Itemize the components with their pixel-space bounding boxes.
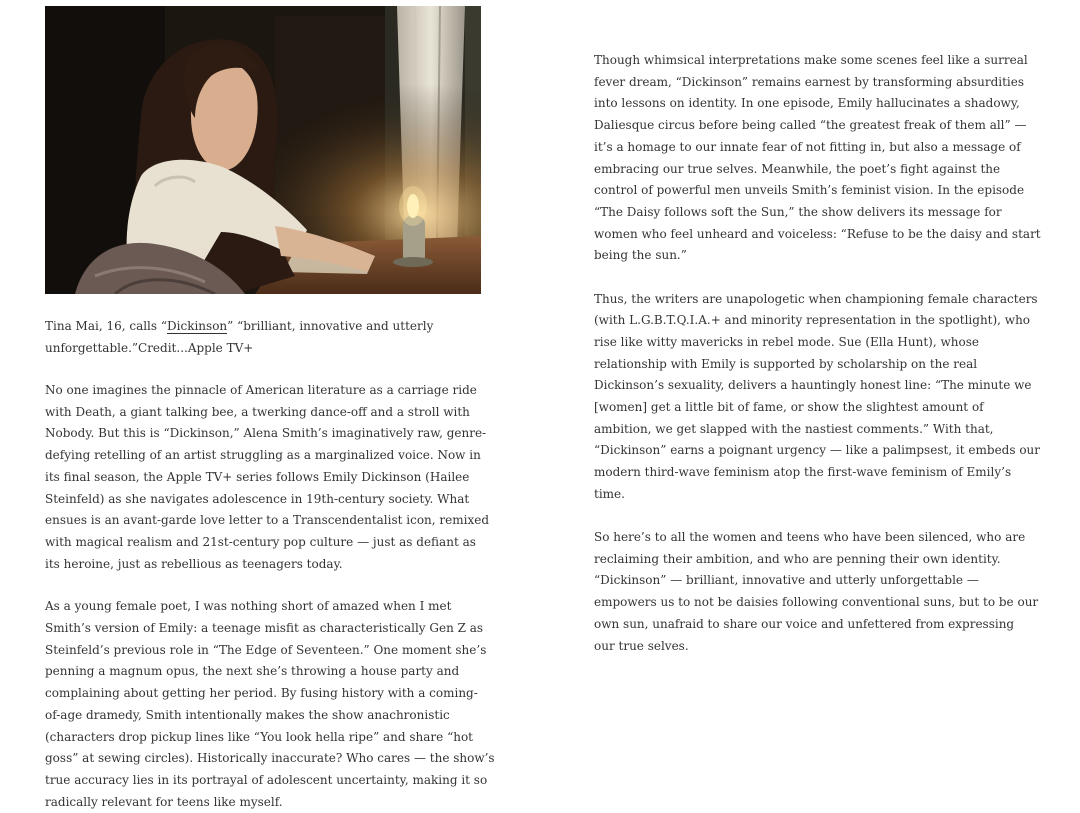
text-line: “Dickinson” — brilliant, innovative and utterly unforgettable — <box>594 573 979 588</box>
text-line: women who feel unheard and voiceless: “Refuse to be the daisy and start <box>594 226 1041 241</box>
left-paragraph-2 <box>45 596 495 813</box>
right-paragraph-2 <box>594 289 1049 506</box>
text-line: So here’s to all the women and teens who have been silenced, who are <box>594 530 1026 545</box>
article-photo <box>45 6 481 294</box>
caption-prefix: Tina Mai, 16, calls “ <box>45 319 168 333</box>
text-line: own sun, unafraid to share our voice and unfettered from expressing <box>594 616 1015 631</box>
text-line: relationship with Emily is supported by scholarship on the real <box>594 356 978 371</box>
text-line: with Death, a giant talking bee, a twerking dance-off and a stroll with <box>45 404 470 419</box>
left-column <box>45 6 495 813</box>
right-paragraph-3 <box>594 527 1049 657</box>
text-line: control of powerful men unveils Smith’s feminist vision. In the episode <box>594 183 1025 198</box>
text-line: modern third-wave feminism atop the first-wave feminism of Emily’s <box>594 465 1012 480</box>
right-paragraph-1 <box>594 50 1049 267</box>
text-line: (with L.G.B.T.Q.I.A.+ and minority representation in the spotlight), who <box>594 313 1031 328</box>
text-line: it’s a homage to our innate fear of not fitting in, but also a message of <box>594 139 1021 154</box>
text-line: “The Daisy follows soft the Sun,” the show delivers its message for <box>594 204 1002 219</box>
caption-line-2: unforgettable.”Credit...Apple TV+ <box>45 340 254 355</box>
text-line: ensues is an avant-garde love letter to a Transcendentalist icon, remixed <box>45 513 490 528</box>
text-line: fever dream, “Dickinson” remains earnest by transforming absurdities <box>594 74 1025 89</box>
text-line: its final season, the Apple TV+ series follows Emily Dickinson (Hailee <box>45 469 470 484</box>
text-line: Steinfeld) as she navigates adolescence in 19th-century society. What <box>45 491 470 506</box>
right-column <box>594 50 1049 657</box>
text-line: radically relevant for teens like myself. <box>45 794 283 809</box>
dickinson-link[interactable]: Dickinson <box>167 319 228 333</box>
text-line: reclaiming their ambition, and who are penning their own identity. <box>594 551 1001 566</box>
text-line: “Dickinson” earns a poignant urgency — like a palimpsest, it embeds our <box>594 443 1041 458</box>
text-line: true accuracy lies in its portrayal of adolescent uncertainty, making it so <box>45 772 488 787</box>
text-line: goss” at sewing circles). Historically inaccurate? Who cares — the show’s <box>45 751 495 766</box>
text-line: rise like witty mavericks in rebel mode. Sue (Ella Hunt), whose <box>594 334 979 349</box>
caption-suffix: ” “brilliant, innovative and utterly <box>227 319 434 333</box>
text-line: Though whimsical interpretations make some scenes feel like a surreal <box>594 53 1028 67</box>
text-line: Thus, the writers are unapologetic when championing female characters <box>594 291 1038 306</box>
text-line: penning a magnum opus, the next she’s throwing a house party and <box>45 664 460 679</box>
text-line: defying retelling of an artist struggling as a marginalized voice. Now in <box>45 448 481 463</box>
text-line: Nobody. But this is “Dickinson,” Alena Smith’s imaginatively raw, genre- <box>45 426 487 441</box>
text-line: our true selves. <box>594 638 689 653</box>
photo-caption <box>45 316 485 359</box>
text-line: ambition, we get slapped with the nastiest comments.” With that, <box>594 421 994 436</box>
text-line: its heroine, just as rebellious as teenagers today. <box>45 556 343 571</box>
text-line: Daliesque circus before being called “the greatest freak of them all” — <box>594 118 1027 133</box>
caption-line-1 <box>45 316 485 338</box>
text-line: empowers us to not be daisies following conventional suns, but to be our <box>594 595 1039 610</box>
text-line: No one imagines the pinnacle of American literature as a carriage ride <box>45 383 477 397</box>
text-line: embracing our true selves. Meanwhile, the poet’s fight against the <box>594 161 1001 176</box>
text-line: complaining about getting her period. By fusing history with a coming- <box>45 686 478 701</box>
text-line: Dickinson’s sexuality, delivers a hauntingly honest line: “The minute we <box>594 378 1032 393</box>
text-line: of-age dramedy, Smith intentionally makes the show anachronistic <box>45 707 450 722</box>
text-line: As a young female poet, I was nothing short of amazed when I met <box>45 599 452 614</box>
text-line: (characters drop pickup lines like “You look hella ripe” and share “hot <box>45 729 473 744</box>
text-line: into lessons on identity. In one episode, Emily hallucinates a shadowy, <box>594 96 1020 111</box>
text-line: [women] get a little bit of fame, or show the slightest amount of <box>594 400 984 415</box>
text-line: time. <box>594 486 625 501</box>
left-paragraph-1 <box>45 380 490 575</box>
text-line: Smith’s version of Emily: a teenage misfit as characteristically Gen Z as <box>45 621 484 636</box>
text-line: Steinfeld’s previous role in “The Edge of Seventeen.” One moment she’s <box>45 642 487 657</box>
text-line: being the sun.” <box>594 248 687 263</box>
text-line: with magical realism and 21st-century pop culture — just as defiant as <box>45 534 476 549</box>
